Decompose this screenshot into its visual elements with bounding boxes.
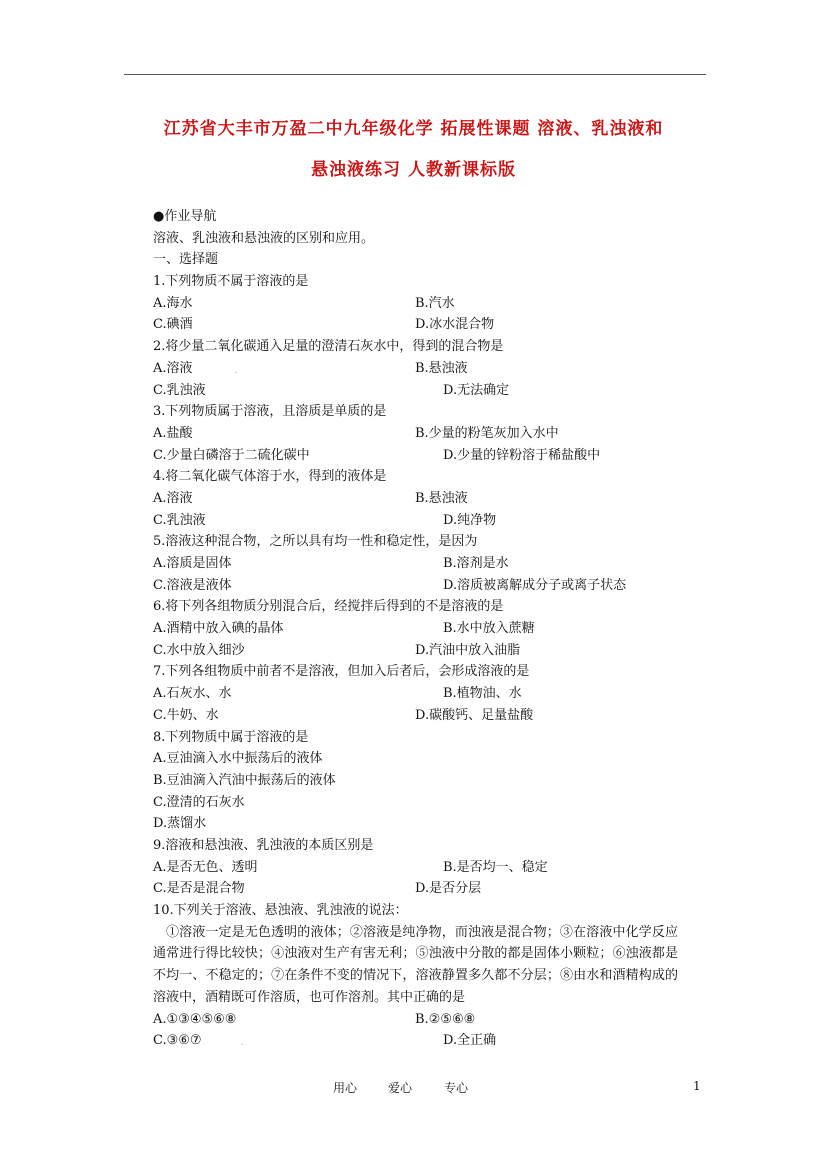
- option-d: D.冰水混合物: [415, 317, 495, 333]
- question-7-row-2: [153, 705, 673, 727]
- stray-dot-mark: .: [241, 1038, 244, 1048]
- option-a: A.溶液: [153, 360, 193, 376]
- question-10-stem: 10.下列关于溶液、悬浊液、乳浊液的说法：: [153, 903, 408, 918]
- option-c: C.乳浊液: [153, 382, 206, 398]
- option-a: A.盐酸: [153, 425, 193, 441]
- section-heading: 一、选择题: [153, 252, 219, 268]
- option-b: B.植物油、水: [443, 686, 522, 702]
- option-a: A.①③④⑤⑥⑧: [153, 1011, 237, 1027]
- question-8-option-a: A.豆油滴入水中振荡后的液体: [153, 751, 323, 767]
- question-6-stem: 6.将下列各组物质分别混合后，经搅拌后得到的不是溶液的是: [153, 599, 504, 615]
- option-b: B.少量的粉笔灰加入水中: [415, 425, 559, 441]
- question-2-row-1: [153, 358, 673, 380]
- option-c: C.碘酒: [153, 317, 193, 333]
- option-c: C.少量白磷溶于二硫化碳中: [153, 447, 310, 463]
- question-8-option-b: B.豆油滴入汽油中振荡后的液体: [153, 772, 336, 788]
- option-b: B.悬浊液: [415, 360, 468, 376]
- question-6-row-2: [153, 640, 673, 662]
- option-d: D.纯净物: [443, 512, 497, 528]
- question-9-row-1: [153, 857, 673, 879]
- question-5-row-1: [153, 553, 673, 575]
- footer-word-1: 用心: [333, 1081, 358, 1095]
- question-4-stem: 4.将二氧化碳气体溶于水，得到的液体是: [153, 469, 387, 485]
- question-1-stem: 1.下列物质不属于溶液的是: [153, 274, 309, 290]
- question-3-row-2: [153, 445, 673, 467]
- question-4-row-1: [153, 488, 673, 510]
- option-c: C.③⑥⑦: [153, 1033, 202, 1049]
- option-d: D.溶质被离解成分子或离子状态: [443, 577, 627, 593]
- question-10-row-2: [153, 1030, 673, 1052]
- option-a: A.石灰水、水: [153, 686, 232, 702]
- nav-heading: ●作业导航: [153, 209, 217, 224]
- question-8-option-c: C.澄清的石灰水: [153, 794, 245, 810]
- option-b: B.汽水: [415, 295, 455, 311]
- option-c: C.溶液是液体: [153, 577, 232, 593]
- option-c: C.乳浊液: [153, 512, 206, 528]
- nav-text: 溶液、乳浊液和悬浊液的区别和应用。: [153, 230, 375, 246]
- question-2-stem: 2.将少量二氧化碳通入足量的澄清石灰水中，得到的混合物是: [153, 339, 504, 355]
- option-b: B.是否均一、稳定: [443, 859, 548, 875]
- option-a: A.溶液: [153, 490, 193, 506]
- question-5-row-2: [153, 575, 673, 597]
- question-10-statements: ①溶液一定是无色透明的液体；②溶液是纯净物，而浊液是混合物；③在溶液中化学反应通常进行得比较快；④浊液对生产有害无利；⑤浊液中分散的都是固体小颗粒；⑥浊液都是不均一、不稳定的；⑦在条件不变的情况下，溶液静置多久都不分层；⑧由水和酒精构成的溶液中，酒精既可作溶质，也可作溶剂。其中正确的是: [153, 924, 678, 1005]
- option-d: D.碳酸钙、足量盐酸: [415, 707, 534, 723]
- option-a: A.酒精中放入碘的晶体: [153, 621, 284, 637]
- option-b: B.水中放入蔗糖: [443, 621, 535, 637]
- question-6-row-1: [153, 618, 673, 640]
- question-3-row-1: [153, 423, 673, 445]
- option-c: C.是否是混合物: [153, 881, 245, 897]
- question-3-stem: 3.下列物质属于溶液，且溶质是单质的是: [153, 404, 387, 420]
- option-d: D.全正确: [443, 1033, 497, 1049]
- option-b: B.悬浊液: [415, 490, 468, 506]
- footer-word-2: 爱心: [388, 1081, 413, 1095]
- question-1-row-1: [153, 293, 673, 315]
- option-a: A.溶质是固体: [153, 556, 232, 571]
- question-5-stem: 5.溶液这种混合物，之所以具有均一性和稳定性，是因为: [153, 534, 478, 550]
- document-body: [153, 206, 678, 1052]
- question-2-row-2: [153, 380, 673, 402]
- option-d: D.是否分层: [415, 881, 482, 897]
- option-c: C.牛奶、水: [153, 707, 219, 723]
- footer-word-3: 专心: [444, 1081, 469, 1095]
- option-b: B.②⑤⑥⑧: [415, 1011, 476, 1027]
- question-9-row-2: [153, 878, 673, 900]
- header-rule: [124, 74, 706, 75]
- question-10-row-1: [153, 1009, 673, 1031]
- question-7-row-1: [153, 683, 673, 705]
- option-b: B.溶剂是水: [443, 556, 509, 571]
- question-8-option-d: D.蒸馏水: [153, 816, 207, 832]
- option-d: D.少量的锌粉溶于稀盐酸中: [443, 447, 601, 463]
- option-a: A.是否无色、透明: [153, 859, 258, 875]
- page-number: 1: [693, 1079, 701, 1093]
- question-1-row-2: [153, 314, 673, 336]
- option-a: A.海水: [153, 295, 193, 311]
- question-9-stem: 9.溶液和悬浊液、乳浊液的本质区别是: [153, 837, 374, 853]
- document-title-line-2: 悬浊液练习 人教新课标版: [311, 160, 516, 180]
- document-title-line-1: 江苏省大丰市万盈二中九年级化学 拓展性课题 溶液、乳浊液和: [163, 119, 664, 139]
- question-4-row-2: [153, 510, 673, 532]
- option-d: D.无法确定: [443, 382, 510, 398]
- option-c: C.水中放入细沙: [153, 642, 245, 658]
- question-8-stem: 8.下列物质中属于溶液的是: [153, 729, 309, 745]
- question-7-stem: 7.下列各组物质中前者不是溶液，但加入后者后，会形成溶液的是: [153, 664, 530, 680]
- option-d: D.汽油中放入油脂: [415, 642, 521, 658]
- stray-dot-mark: .: [235, 365, 238, 375]
